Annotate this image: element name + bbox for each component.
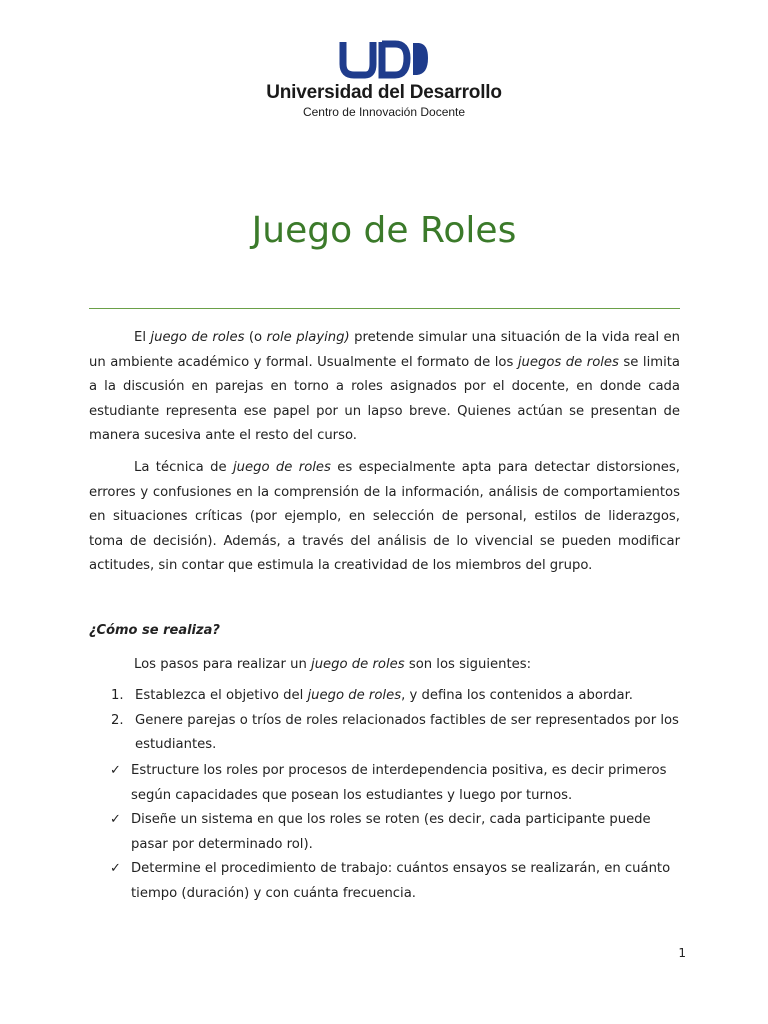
italic-term: juego de roles [232,459,331,475]
logo-university-name: Universidad del Desarrollo [266,82,502,103]
university-logo [0,40,768,119]
check-icon: ✓ [110,861,121,877]
substeps-list [89,759,680,907]
paragraph: El juego de roles (o role playing) pretende simular una situación de la vida real en un ambiente académico y formal. Usualmente el formato de los juegos de roles se limita a la discusión en parejas en torno a roles asignados por el docente, en donde cada estudiante representa ese papel por un lapso breve. Quienes actúan se presentan de manera sucesiva ante el resto del curso. [89,330,681,444]
step-text: Genere parejas o tríos de roles relacionados factibles de ser representados por los estudiantes. [135,712,679,753]
list-item [85,857,680,906]
document-body [89,326,680,906]
document-title: Juego de Roles [251,210,517,251]
check-icon: ✓ [110,812,121,828]
logo-subtitle: Centro de Innovación Docente [302,105,466,119]
udd-logo-mark [337,40,431,80]
steps-intro: Los pasos para realizar un juego de roles son los siguientes: [134,656,532,672]
substep-text: Diseñe un sistema en que los roles se roten (es decir, cada participante puede pasar por determinado rol). [131,812,651,852]
italic-term: juegos de roles [517,354,619,370]
page-number: 1 [678,946,686,960]
italic-term: juego de roles [311,656,405,672]
step-number: 2. [111,712,124,728]
check-icon: ✓ [110,762,121,778]
list-item [89,684,680,709]
list-item [85,759,680,808]
steps-list [89,684,680,758]
section-heading: ¿Cómo se realiza? [89,622,220,638]
substep-text: Estructure los roles por procesos de interdependencia positiva, es decir primeros según capacidades que posean los estudiantes y luego por turnos. [131,762,667,803]
step-text: Establezca el objetivo del juego de roles, y defina los contenidos a abordar. [135,688,633,704]
list-item [85,808,680,857]
substep-text: Determine el procedimiento de trabajo: cuántos ensayos se realizarán, en cuánto tiempo (duración) y con cuánta frecuencia. [131,861,671,901]
paragraph: La técnica de juego de roles es especialmente apta para detectar distorsiones, errores y confusiones en la comprensión de la información, análisis de comportamientos en situaciones críticas (por ejemplo, en selección de personal, estilos de liderazgos, toma de decisión). Además, a través del análisis de lo vivencial se pueden modificar actitudes, sin contar que estimula la creatividad de los miembros del grupo. [89,459,680,574]
step-number: 1. [111,688,124,704]
italic-term: juego de roles [307,688,402,704]
italic-term: role playing) [266,330,350,345]
title-divider [89,308,680,309]
italic-term: juego de roles [150,330,245,345]
list-item [89,709,680,758]
